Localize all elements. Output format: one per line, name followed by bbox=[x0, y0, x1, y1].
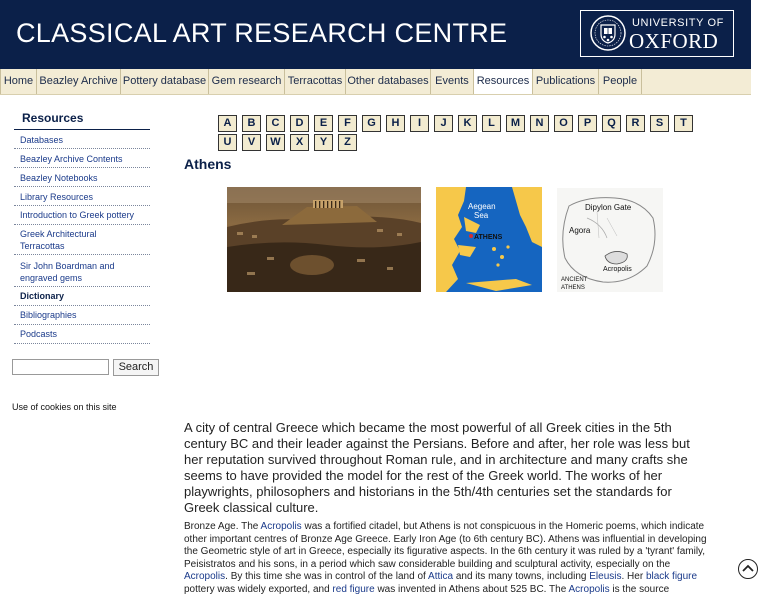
black-figure-link[interactable]: black figure bbox=[645, 571, 698, 583]
nav-item-gem-research[interactable]: Gem research bbox=[209, 69, 285, 94]
nav-item-pottery-database[interactable]: Pottery database bbox=[121, 69, 209, 94]
ancient-athens-line1-label: ANCIENT bbox=[561, 277, 588, 283]
eleusis-link[interactable]: Eleusis bbox=[589, 571, 622, 583]
sidebar-item-library-resources[interactable] bbox=[14, 190, 150, 206]
acropolis-link[interactable]: Acropolis bbox=[260, 521, 302, 532]
body-text-segment: . Her bbox=[621, 571, 646, 583]
sidebar-item-beazley-archive-contents[interactable] bbox=[14, 152, 150, 168]
intro-paragraph: A city of central Greece which became the most powerful of all Greek cities in the 5th century BC and their leader against the Persians. Before and after, her role was less but her reputation survived throughout Roman rule, and in architecture and many crafts she seems to have provided the model for the rest of the Greek world. The works of her playwrights, philosophers and historians in the 5th/4th centuries set the standards for Greek classical culture. bbox=[184, 420, 690, 515]
letter-q[interactable]: Q bbox=[602, 115, 621, 132]
oxford-label: OXFORD bbox=[629, 29, 719, 53]
letter-s[interactable]: S bbox=[650, 115, 669, 132]
letter-n[interactable]: N bbox=[530, 115, 549, 132]
athens-map-label: ATHENS bbox=[474, 234, 503, 241]
sidebar-item-bibliographies[interactable] bbox=[14, 308, 150, 325]
letter-f[interactable]: F bbox=[338, 115, 357, 132]
letter-w[interactable]: W bbox=[266, 134, 285, 151]
university-of-label: UNIVERSITY OF bbox=[632, 17, 724, 29]
letter-m[interactable]: M bbox=[506, 115, 525, 132]
letter-a[interactable]: A bbox=[218, 115, 237, 132]
sidebar-item-label: Introduction to Greek pottery bbox=[20, 210, 135, 220]
sidebar-item-label: Beazley Notebooks bbox=[20, 173, 98, 183]
site-header bbox=[0, 0, 751, 69]
oxford-crest-icon bbox=[589, 14, 627, 52]
letter-u[interactable]: U bbox=[218, 134, 237, 151]
sidebar-item-label: Bibliographies bbox=[20, 310, 77, 320]
body-text-segment: . By this time she was in control of the land of bbox=[225, 571, 429, 583]
letter-p[interactable]: P bbox=[578, 115, 597, 132]
athens-acropolis-photo bbox=[227, 187, 421, 292]
sidebar-item-databases[interactable] bbox=[14, 133, 150, 149]
site-title[interactable]: CLASSICAL ART RESEARCH CENTRE bbox=[16, 18, 508, 48]
letter-e[interactable]: E bbox=[314, 115, 333, 132]
scroll-to-top-icon bbox=[739, 560, 757, 578]
letter-k[interactable]: K bbox=[458, 115, 477, 132]
nav-item-home[interactable]: Home bbox=[0, 69, 37, 94]
letter-b[interactable]: B bbox=[242, 115, 261, 132]
letter-l[interactable]: L bbox=[482, 115, 501, 132]
search-button[interactable]: Search bbox=[113, 359, 159, 376]
letter-d[interactable]: D bbox=[290, 115, 309, 132]
agora-label: Agora bbox=[569, 226, 591, 235]
body-text-segment: was a fortified citadel, but Athens is not conspicuous in the Homeric poems, which indicate other important centres of Bronze Age Greece. Early Iron Age (to 6th century BC). Athens was influential in developing the Geometric style of art in Greece, especially its figurative aspects. In the 6th century it was ruled by a 'tyrant' family, Peisistratos and his sons, in a period which saw considerable building and sculptural activity, especially on the bbox=[184, 521, 707, 570]
aegean-map bbox=[436, 187, 542, 292]
ancient-athens-map bbox=[557, 188, 663, 292]
acropolis-link[interactable]: Acropolis bbox=[184, 571, 226, 583]
nav-item-events[interactable]: Events bbox=[431, 69, 474, 94]
nav-item-resources[interactable]: Resources bbox=[474, 69, 533, 94]
acropolis-link[interactable]: Acropolis bbox=[568, 583, 610, 595]
letter-t[interactable]: T bbox=[674, 115, 693, 132]
letter-r[interactable]: R bbox=[626, 115, 645, 132]
attica-link[interactable]: Attica bbox=[428, 571, 454, 583]
dipylon-gate-label: Dipylon Gate bbox=[585, 203, 632, 212]
red-figure-link[interactable]: red figure bbox=[332, 583, 375, 595]
search-input[interactable] bbox=[12, 359, 109, 375]
letter-h[interactable]: H bbox=[386, 115, 405, 132]
letter-v[interactable]: V bbox=[242, 134, 261, 151]
sidebar-item-label: Dictionary bbox=[20, 291, 65, 301]
sidebar-item-label: Greek Architectural Terracottas bbox=[20, 229, 97, 251]
cookies-link[interactable]: Use of cookies on this site bbox=[12, 402, 117, 412]
sidebar-item-label: Databases bbox=[20, 135, 64, 145]
page-title: Athens bbox=[184, 156, 232, 172]
letter-j[interactable]: J bbox=[434, 115, 453, 132]
body-text-segment: and its many towns, including bbox=[453, 571, 590, 583]
sidebar-item-label: Beazley Archive Contents bbox=[20, 154, 123, 164]
scroll-to-top-button[interactable] bbox=[738, 559, 758, 579]
sidebar-item-greek-architectural-terracottas[interactable] bbox=[14, 227, 150, 255]
sidebar-item-beazley-notebooks[interactable] bbox=[14, 171, 150, 187]
sidebar-heading-label: Resources bbox=[22, 111, 84, 125]
university-of-oxford-logo[interactable] bbox=[580, 10, 734, 57]
sidebar-item-podcasts[interactable] bbox=[14, 327, 150, 344]
sidebar-item-dictionary[interactable] bbox=[14, 289, 150, 306]
body-text-segment: was invented in Athens about 525 BC. The bbox=[374, 583, 569, 595]
letter-o[interactable]: O bbox=[554, 115, 573, 132]
aegean-sea-line2-label: Sea bbox=[474, 211, 489, 220]
sidebar-item-intro-greek-pottery[interactable] bbox=[14, 208, 150, 225]
body-text-segment: is the source bbox=[609, 583, 670, 595]
body-text-segment: Bronze Age. The bbox=[184, 521, 261, 532]
body-paragraph bbox=[184, 521, 709, 597]
acropolis-label: Acropolis bbox=[603, 266, 632, 273]
letter-x[interactable]: X bbox=[290, 134, 309, 151]
sidebar-item-label: Podcasts bbox=[20, 329, 58, 339]
letter-z[interactable]: Z bbox=[338, 134, 357, 151]
main-nav bbox=[0, 69, 751, 95]
letter-i[interactable]: I bbox=[410, 115, 429, 132]
body-text-segment: pottery was widely exported, and bbox=[184, 583, 333, 595]
aegean-sea-line1-label: Aegean bbox=[468, 202, 496, 211]
sidebar-heading bbox=[14, 109, 150, 130]
nav-item-other-databases[interactable]: Other databases bbox=[346, 69, 431, 94]
sidebar-item-label: Library Resources bbox=[20, 192, 94, 202]
nav-item-terracottas[interactable]: Terracottas bbox=[285, 69, 346, 94]
nav-item-beazley-archive[interactable]: Beazley Archive bbox=[37, 69, 121, 94]
letter-g[interactable]: G bbox=[362, 115, 381, 132]
letter-y[interactable]: Y bbox=[314, 134, 333, 151]
nav-item-publications[interactable]: Publications bbox=[533, 69, 599, 94]
sidebar-item-label: Sir John Boardman and engraved gems bbox=[20, 261, 115, 283]
ancient-athens-line2-label: ATHENS bbox=[561, 285, 585, 291]
sidebar-item-john-boardman-gems[interactable] bbox=[14, 259, 150, 287]
letter-c[interactable]: C bbox=[266, 115, 285, 132]
nav-item-people[interactable]: People bbox=[599, 69, 642, 94]
